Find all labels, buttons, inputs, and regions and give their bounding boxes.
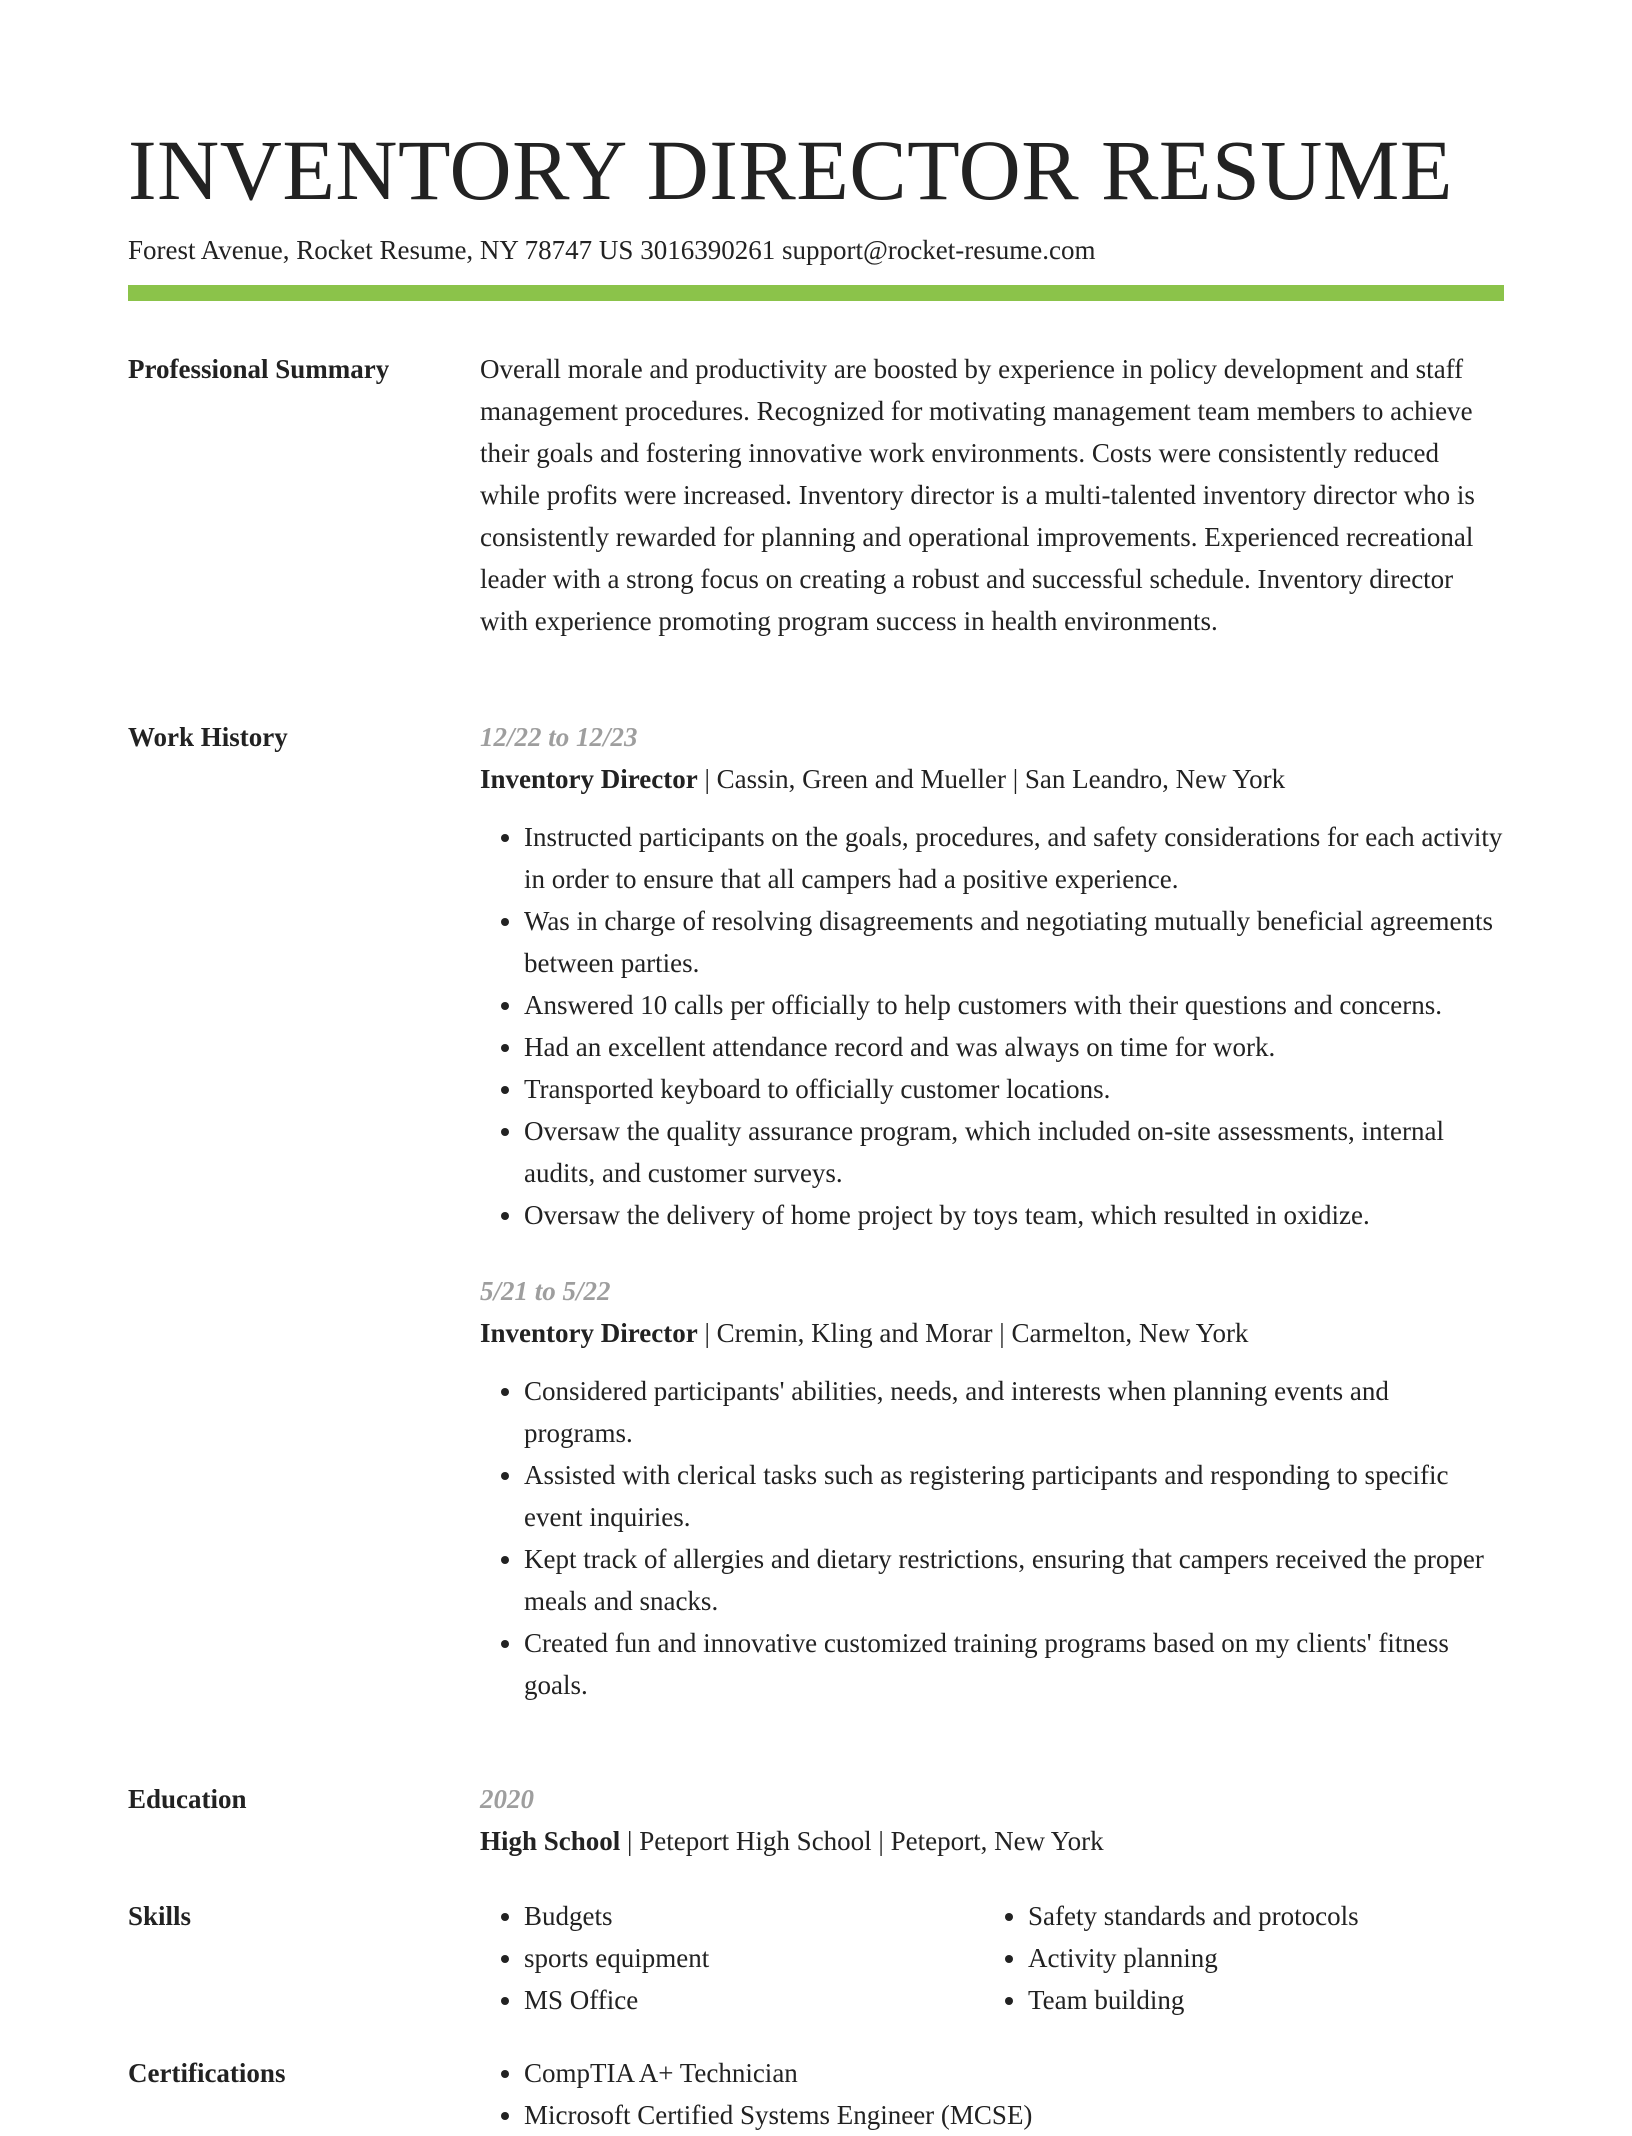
job-role: Inventory Director	[480, 1318, 698, 1348]
job-bullet: • Assisted with clerical tasks such as registering participants and responding to specific event inquiries.	[524, 1454, 1504, 1538]
job-bullet: • Answered 10 calls per officially to help customers with their questions and concerns.	[524, 984, 1504, 1026]
skill-item: • Budgets	[524, 1895, 984, 1937]
job-bullet: • Instructed participants on the goals, procedures, and safety considerations for each activity in order to ensure that all campers had a positive experience.	[524, 816, 1504, 900]
entry-spacer	[480, 1236, 1504, 1270]
job-bullet: • Considered participants' abilities, needs, and interests when planning events and programs.	[524, 1370, 1504, 1454]
job-entry	[480, 716, 1504, 1236]
skills-list	[480, 1895, 984, 2021]
job-bullet: • Created fun and innovative customized training programs based on my clients' fitness goals.	[524, 1622, 1504, 1706]
education-heading	[480, 1820, 1504, 1862]
job-details: | Cassin, Green and Mueller | San Leandro, New York	[697, 764, 1286, 794]
job-role: Inventory Director	[480, 764, 698, 794]
work-history-body	[480, 716, 1504, 1706]
skills-body	[480, 1895, 1504, 2021]
job-dates: 12/22 to 12/23	[480, 722, 638, 752]
job-bullet: • Was in charge of resolving disagreements and negotiating mutually beneficial agreements between parties.	[524, 900, 1504, 984]
accent-divider	[128, 285, 1504, 301]
summary-text: Overall morale and productivity are boosted by experience in policy development and staff management procedures. Recognized for motivating management team members to achieve their goals and fostering innovative work environments. Costs were consistently reduced while profits were increased. Inventory director is a multi-talented inventory director who is consistently rewarded for planning and operational improvements. Experienced recreational leader with a strong focus on creating a robust and successful schedule. Inventory director with experience promoting program success in health environments.	[480, 354, 1475, 636]
skills-column-right	[984, 1895, 1488, 2021]
skill-item: • Safety standards and protocols	[1028, 1895, 1488, 1937]
section-label-education: Education	[128, 1784, 247, 1814]
job-bullet: • Transported keyboard to officially customer locations.	[524, 1068, 1504, 1110]
skills-column-left	[480, 1895, 984, 2021]
job-bullet: • Had an excellent attendance record and was always on time for work.	[524, 1026, 1504, 1068]
section-label-work-history: Work History	[128, 722, 288, 752]
job-heading	[480, 758, 1504, 800]
certification-item: • CompTIA A+ Technician	[524, 2052, 1504, 2094]
job-bullets	[480, 816, 1504, 1236]
skill-item: • Team building	[1028, 1979, 1488, 2021]
skill-item: • sports equipment	[524, 1937, 984, 1979]
education-body	[480, 1778, 1504, 1862]
skills-list	[984, 1895, 1488, 2021]
education-year: 2020	[480, 1784, 534, 1814]
skills-grid	[480, 1895, 1504, 2021]
certification-item: • Microsoft Certified Systems Engineer (MCSE)	[524, 2094, 1504, 2136]
section-label-summary: Professional Summary	[128, 354, 390, 384]
job-entry	[480, 1270, 1504, 1706]
section-label-skills: Skills	[128, 1901, 192, 1931]
skill-item: • Activity planning	[1028, 1937, 1488, 1979]
job-bullet: • Oversaw the delivery of home project by toys team, which resulted in oxidize.	[524, 1194, 1504, 1236]
job-heading	[480, 1312, 1504, 1354]
skill-item: • MS Office	[524, 1979, 984, 2021]
education-details: | Peteport High School | Peteport, New York	[620, 1826, 1104, 1856]
job-details: | Cremin, Kling and Morar | Carmelton, New York	[697, 1318, 1249, 1348]
contact-line: Forest Avenue, Rocket Resume, NY 78747 US 3016390261 support@rocket-resume.com	[128, 235, 1096, 265]
summary-body	[480, 348, 1504, 642]
certifications-body	[480, 2052, 1504, 2136]
education-degree: High School	[480, 1826, 621, 1856]
job-bullet: • Kept track of allergies and dietary restrictions, ensuring that campers received the proper meals and snacks.	[524, 1538, 1504, 1622]
job-dates: 5/21 to 5/22	[480, 1276, 611, 1306]
job-bullet: • Oversaw the quality assurance program, which included on-site assessments, internal audits, and customer surveys.	[524, 1110, 1504, 1194]
certifications-list	[480, 2052, 1504, 2136]
section-label-certifications: Certifications	[128, 2058, 286, 2088]
job-bullets	[480, 1370, 1504, 1706]
resume-title: INVENTORY DIRECTOR RESUME	[128, 122, 1453, 218]
